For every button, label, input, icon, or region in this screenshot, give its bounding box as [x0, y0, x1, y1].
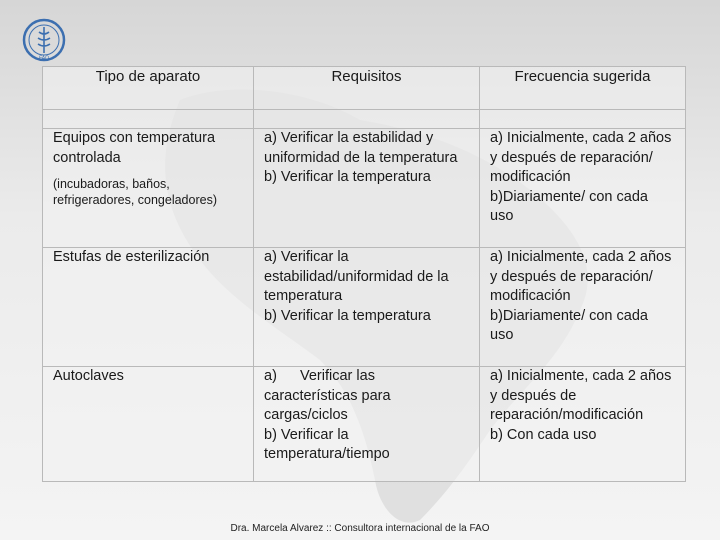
- cell-requisitos: [254, 129, 480, 248]
- header-frecuencia: Frecuencia sugerida: [480, 67, 686, 110]
- footer-credit: Dra. Marcela Alvarez :: Consultora internacional de la FAO: [230, 523, 490, 534]
- cell-frecuencia: [480, 367, 686, 482]
- spacer-cell: [480, 110, 686, 129]
- requisito-a: Verificar las características para cargas/ciclos: [264, 368, 391, 423]
- tipo-label: Equipos con temperatura controlada: [53, 130, 216, 166]
- cell-frecuencia: [480, 248, 686, 367]
- fao-logo: [22, 18, 66, 62]
- frecuencia-a: a) Inicialmente, cada 2 años y después de reparación/ modificación: [490, 130, 672, 185]
- requisito-b: b) Verificar la temperatura/tiempo: [264, 426, 390, 462]
- requisito-b: b) Verificar la temperatura: [264, 307, 431, 324]
- tipo-sublabel: (incubadoras, baños, refrigeradores, congeladores): [53, 177, 217, 207]
- frecuencia-a: a) Inicialmente, cada 2 años y después de reparación/ modificación: [490, 249, 672, 304]
- cell-tipo: [43, 248, 254, 367]
- header-tipo: Tipo de aparato: [43, 67, 254, 110]
- spacer-row: [43, 110, 686, 129]
- spacer-cell: [43, 110, 254, 129]
- header-row: [43, 67, 686, 110]
- cell-requisitos: [254, 367, 480, 482]
- spacer-cell: [254, 110, 480, 129]
- frecuencia-b: b) Con cada uso: [490, 426, 597, 443]
- frecuencia-a: a) Inicialmente, cada 2 años y después de reparación/modificación: [490, 368, 672, 423]
- frecuencia-b: b)Diariamente/ con cada uso: [490, 188, 648, 224]
- cell-tipo: [43, 129, 254, 248]
- table-row: [43, 248, 686, 367]
- tipo-label: Estufas de esterilización: [53, 249, 210, 265]
- header-requisitos: Requisitos: [254, 67, 480, 110]
- requisito-a: a) Verificar la estabilidad/uniformidad de la temperatura: [264, 249, 449, 304]
- frecuencia-b: b)Diariamente/ con cada uso: [490, 307, 648, 343]
- cell-frecuencia: [480, 129, 686, 248]
- table-row: [43, 129, 686, 248]
- requisito-a: a) Verificar la estabilidad y uniformidad de la temperatura: [264, 130, 458, 166]
- requisito-a-lead: a): [264, 368, 277, 384]
- cell-requisitos: [254, 248, 480, 367]
- requirements-table: [42, 66, 686, 482]
- tipo-label: Autoclaves: [53, 368, 124, 384]
- cell-tipo: [43, 367, 254, 482]
- table-row: [43, 367, 686, 482]
- requisito-b: b) Verificar la temperatura: [264, 169, 431, 185]
- svg-text:FAO: FAO: [38, 55, 50, 62]
